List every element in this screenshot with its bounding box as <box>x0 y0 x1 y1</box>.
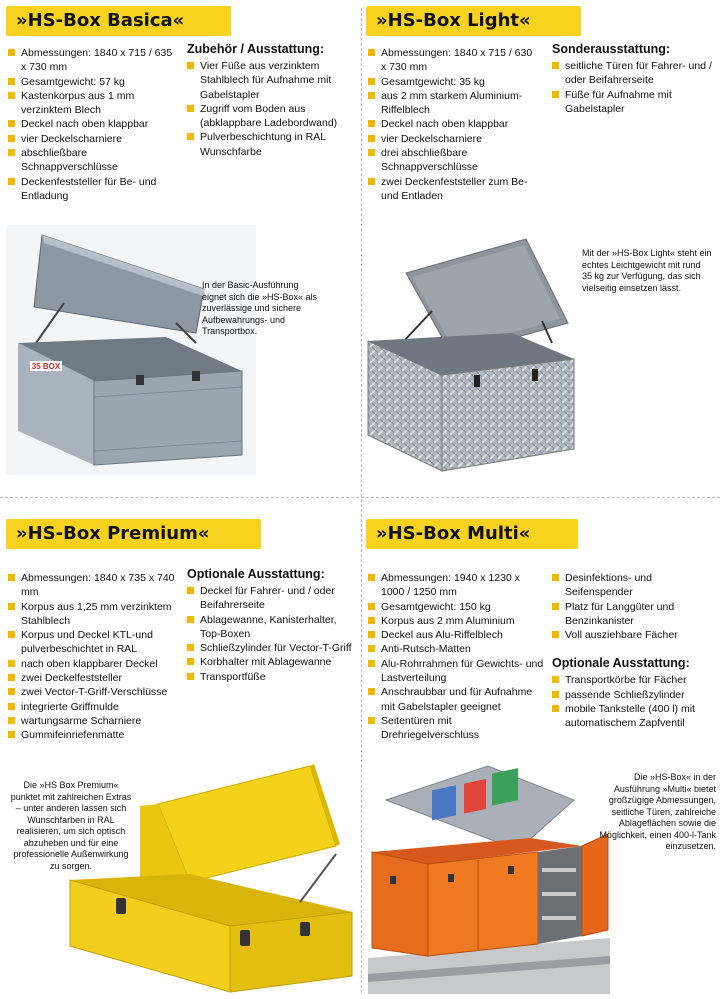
extra-item: Transportfüße <box>187 670 357 684</box>
spec-item: integrierte Griffmulde <box>8 700 183 714</box>
light-specs <box>368 46 540 203</box>
light-title: »HS-Box Light« <box>366 6 581 36</box>
horizontal-divider <box>0 497 720 498</box>
extra-item: Korbhalter mit Ablagewanne <box>187 655 357 669</box>
basica-title: »HS-Box Basica« <box>6 6 231 36</box>
spec-item: Deckel aus Alu-Riffelblech <box>368 628 544 642</box>
extra-item: Vier Füße aus verzinktem Stahlblech für Aufnahme mit Gabelstapler <box>187 59 355 102</box>
spec-item: Anschraubbar und für Aufnahme mit Gabelstapler geeignet <box>368 685 544 714</box>
spec-item: zwei Deckenfeststeller zum Be- und Entladen <box>368 175 540 204</box>
spec-item: Deckel nach oben klappbar <box>368 117 540 131</box>
spec-item: wartungsarme Scharniere <box>8 714 183 728</box>
spec-item: zwei Deckelfeststeller <box>8 671 183 685</box>
spec-item: zwei Vector-T-Griff-Verschlüsse <box>8 685 183 699</box>
extras-heading: Optionale Ausstattung: <box>187 567 325 581</box>
spec-item: Abmessungen: 1940 x 1230 x 1000 / 1250 mm <box>368 571 544 600</box>
extra-item: seitliche Türen für Fahrer- und / oder Beifahrerseite <box>552 59 716 88</box>
extra-item: Ablagewanne, Kanisterhalter, Top-Boxen <box>187 613 357 642</box>
light-caption: Mit der »HS-Box Light« steht ein echtes Leichtgewicht mit rund 35 kg zur Verfügung, das sich vielseitig einsetzen lässt. <box>582 248 712 293</box>
light-extras <box>552 42 716 116</box>
multi-title: »HS-Box Multi« <box>366 519 578 549</box>
spec-item: vier Deckelscharniere <box>8 132 176 146</box>
extra-item: Schließzylinder für Vector-T-Griff <box>187 641 357 655</box>
spec-item: Abmessungen: 1840 x 715 / 630 x 730 mm <box>368 46 540 75</box>
multi-specs <box>368 571 544 743</box>
spec-item: Gesamtgewicht: 35 kg <box>368 75 540 89</box>
multi-features <box>552 571 716 731</box>
feature-item: Voll ausziehbare Fächer <box>552 628 716 642</box>
spec-item: Abmessungen: 1840 x 715 / 635 x 730 mm <box>8 46 176 75</box>
extras-heading: Sonderausstattung: <box>552 42 671 56</box>
extra-item: Deckel für Fahrer- und / oder Beifahrerseite <box>187 584 357 613</box>
premium-specs <box>8 571 183 743</box>
basica-extras <box>187 42 355 159</box>
extras-heading: Zubehör / Ausstattung: <box>187 42 325 56</box>
premium-title: »HS-Box Premium« <box>6 519 261 549</box>
spec-item: aus 2 mm starkem Aluminium-Riffelblech <box>368 89 540 118</box>
extras-heading: Optionale Ausstattung: <box>552 656 690 671</box>
spec-item: Korpus und Deckel KTL-und pulverbeschichtet in RAL <box>8 628 183 657</box>
multi-caption: Die »HS-Box« in der Ausführung »Multi« bietet großzügige Abmessungen, seitliche Türen, zahlreiche Ablageflächen sowie die Möglichkeit, einen 400-l-Tank einzusetzen. <box>599 772 716 851</box>
spec-item: abschließbare Schnappverschlüsse <box>8 146 176 175</box>
basica-specs <box>8 46 176 203</box>
feature-item: Desinfektions- und Seifenspender <box>552 571 716 600</box>
extra-item: Pulverbeschichtung in RAL Wunschfarbe <box>187 130 355 159</box>
extra-item: Zugriff vom Boden aus (abklappbare Ladebordwand) <box>187 102 355 131</box>
vertical-divider <box>361 8 362 993</box>
spec-item: Abmessungen: 1840 x 735 x 740 mm <box>8 571 183 600</box>
spec-item: Deckel nach oben klappbar <box>8 117 176 131</box>
multi-box-image <box>368 760 610 994</box>
premium-caption: Die »HS Box Premium« punktet mit zahlreichen Extras – unter anderen lassen sich Wunschfarben in RAL realisieren, um sich optisch abzuheben und für eine professionelle Außenwirkung zu sorgen. <box>10 780 132 871</box>
spec-item: nach oben klappbarer Deckel <box>8 657 183 671</box>
spec-item: Korpus aus 2 mm Aluminium <box>368 614 544 628</box>
extra-item: mobile Tankstelle (400 l) mit automatischem Zapfventil <box>552 702 716 731</box>
feature-item: Platz für Langgüter und Benzinkanister <box>552 600 716 629</box>
spec-item: Gummifeinriefenmatte <box>8 728 183 742</box>
spec-item: vier Deckelscharniere <box>368 132 540 146</box>
spec-item: Alu-Rohrrahmen für Gewichts- und Lastverteilung <box>368 657 544 686</box>
spec-item: Kastenkorpus aus 1 mm verzinktem Blech <box>8 89 176 118</box>
spec-item: Deckenfeststeller für Be- und Entladung <box>8 175 176 204</box>
spec-item: drei abschließbare Schnappverschlüsse <box>368 146 540 175</box>
extra-item: Transportkörbe für Fächer <box>552 673 716 687</box>
box-label: 35 BOX <box>31 362 61 371</box>
basica-caption: In der Basic-Ausführung eignet sich die »HS-Box« als zuverlässige und sichere Aufbewahrungs- und Transportbox. <box>202 280 318 336</box>
basica-box-image <box>6 225 256 475</box>
spec-item: Gesamtgewicht: 150 kg <box>368 600 544 614</box>
spec-item: Korpus aus 1,25 mm verzinktem Stahlblech <box>8 600 183 629</box>
spec-item: Seitentüren mit Drehriegelverschluss <box>368 714 544 743</box>
light-box-image <box>362 235 582 475</box>
premium-extras <box>187 567 357 684</box>
spec-item: Anti-Rutsch-Matten <box>368 642 544 656</box>
premium-box-image <box>60 762 360 994</box>
extra-item: Füße für Aufnahme mit Gabelstapler <box>552 88 716 117</box>
extra-item: passende Schließzylinder <box>552 688 716 702</box>
spec-item: Gesamtgewicht: 57 kg <box>8 75 176 89</box>
